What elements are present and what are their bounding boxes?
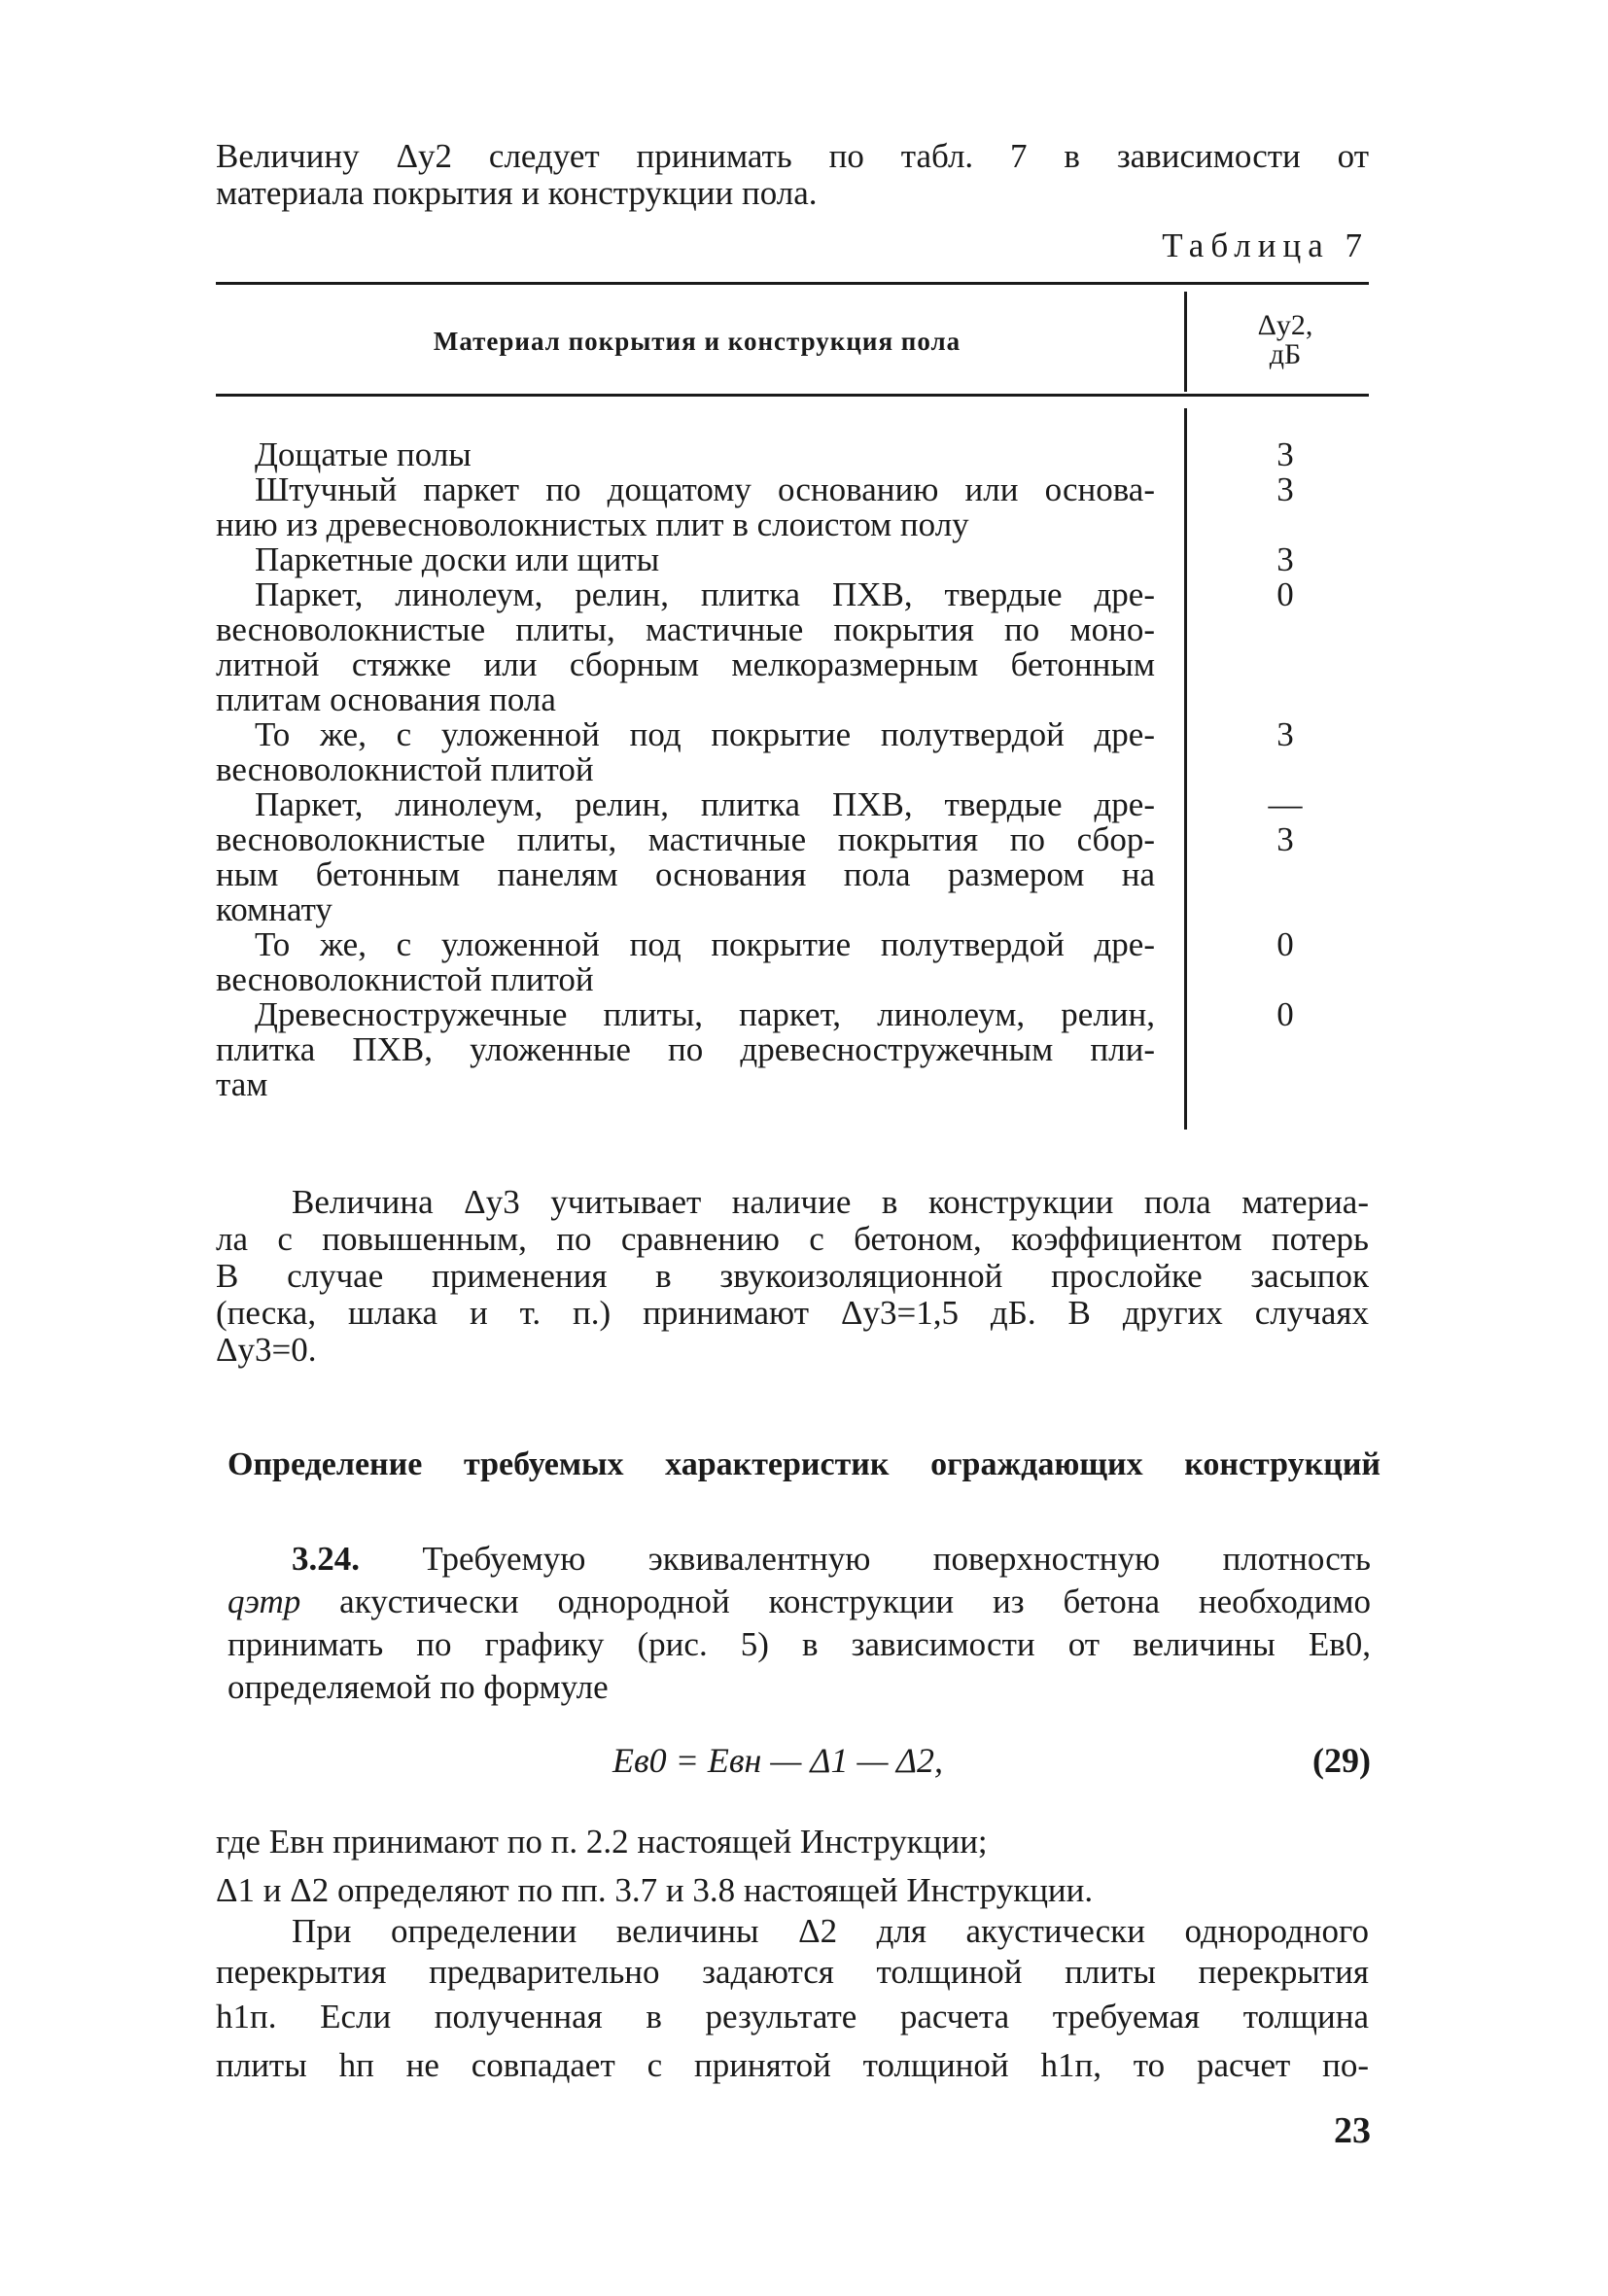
clause-line-3: принимать по графику (рис. 5) в зависимости от величины Eв0, [227,1625,1371,1663]
table-column-divider-body [1184,408,1187,1130]
paragraph-dy3-line-5: Δу3=0. [216,1331,317,1369]
final-line-1: При определении величины Δ2 для акустически однородного [292,1912,1369,1950]
clause-3-24 [227,1538,1371,1709]
table-row-value: 3 [1276,470,1294,508]
table-header-rule [216,394,1369,397]
table-row-line: Древесностружечные плиты, паркет, линолеум, релин, [255,995,1155,1033]
final-paragraph [216,1911,1369,2090]
where-line-2: Δ1 и Δ2 определяют по пп. 3.7 и 3.8 настоящей Инструкции. [216,1871,1094,1909]
table-row-value: 0 [1276,995,1294,1033]
table-row-value: —3 [1268,785,1303,858]
table-row-line: Штучный паркет по дощатому основанию или основа- [255,470,1155,508]
table-row-value: 0 [1276,575,1294,613]
paragraph-dy3-line-2: ла с повышенным, по сравнению с бетоном, коэффициентом потерь [216,1220,1369,1258]
table-row-line: литной стяжке или сборным мелкоразмерным бетонным [216,645,1155,683]
table-header-value [1206,311,1365,369]
table-row-material [216,787,1155,927]
table-row-value: 0 [1276,925,1294,963]
formula-29: Eв0 = Eвн — Δ1 — Δ2, [612,1741,944,1780]
table-column-divider-header [1184,292,1187,392]
paragraph-dy3 [216,1184,1369,1369]
page-number: 23 [1334,2110,1371,2151]
table-row-line: Паркет, линолеум, релин, плитка ПХВ, твердые дре- [255,785,1155,823]
table-row-material [216,437,1155,472]
table-row-line: Дощатые полы [255,435,472,473]
clause-line-1 [227,1538,1371,1581]
table-top-rule [216,282,1369,285]
intro-line-2: материала покрытия и конструкции пола. [216,174,818,212]
table-header-value-unit: дБ [1269,338,1302,370]
final-line-2: перекрытия предварительно задаются толщиной плиты перекрытия [216,1953,1369,1991]
table-row-line: весноволокнистой плитой [216,750,594,788]
table-row-line: Паркетные доски или щиты [255,540,660,578]
clause-line-2 [227,1581,1371,1623]
table-row-line: плитам основания пола [216,680,556,718]
table-row-value: 3 [1276,715,1294,753]
final-line-4: плиты hп не совпадает с принятой толщиной h1п, то расчет по- [216,2046,1369,2084]
table-row-material [216,472,1155,542]
table-row-line: нию из древесноволокнистых плит в слоистом полу [216,505,969,543]
clause-line-4: определяемой по формуле [227,1668,609,1706]
table-row-material [216,577,1155,717]
table-caption: Таблица 7 [1162,226,1369,264]
clause-number: 3.24. [292,1540,360,1578]
table-row-value: 3 [1276,435,1294,473]
table-row-material [216,997,1155,1102]
table-row-line: весноволокнистые плиты, мастичные покрытия по сбор- [216,820,1155,858]
table-row-value: 3 [1276,540,1294,578]
section-heading: Определение требуемых характеристик ограждающих конструкций [227,1446,1381,1482]
intro-line-1: Величину Δу2 следует принимать по табл. 7 в зависимости от [216,137,1369,175]
table-row-line: ным бетонным панелям основания пола размером на [216,855,1155,893]
clause-symbol-q: qэтр [227,1583,301,1620]
table-row-material [216,927,1155,997]
formula-number: (29) [1312,1741,1371,1780]
paragraph-dy3-line-1: Величина Δу3 учитывает наличие в конструкции пола материа- [292,1183,1369,1221]
table-row-line: весноволокнистые плиты, мастичные покрытия по моно- [216,610,1155,648]
clause-line-2-text: акустически однородной конструкции из бетона необходимо [339,1583,1371,1620]
table-row-line: То же, с уложенной под покрытие полутвердой дре- [255,715,1155,753]
table-row-line: плитка ПХВ, уложенные по древесностружечным пли- [216,1030,1155,1068]
clause-line-1-text: Требуемую эквивалентную поверхностную плотность [422,1540,1372,1578]
table-row-line: То же, с уложенной под покрытие полутвердой дре- [255,925,1155,963]
where-line-1: где Eвн принимают по п. 2.2 настоящей Инструкции; [216,1823,988,1861]
paragraph-dy3-line-4: (песка, шлака и т. п.) принимают Δу3=1,5 дБ. В других случаях [216,1294,1369,1332]
table-row-line: комнату [216,890,332,928]
table-row-line: Паркет, линолеум, релин, плитка ПХВ, твердые дре- [255,575,1155,613]
table-row-material [216,542,1155,577]
table-header-material: Материал покрытия и конструкция пола [433,327,961,356]
table-row-line: весноволокнистой плитой [216,960,594,998]
paragraph-dy3-line-3: В случае применения в звукоизоляционной прослойке засыпок [216,1257,1369,1295]
table-row-material [216,717,1155,787]
table-row-line: там [216,1065,268,1103]
table-header-value-symbol: Δу2, [1257,309,1313,341]
final-line-3: h1п. Если полученная в результате расчета требуемая толщина [216,1998,1369,2035]
